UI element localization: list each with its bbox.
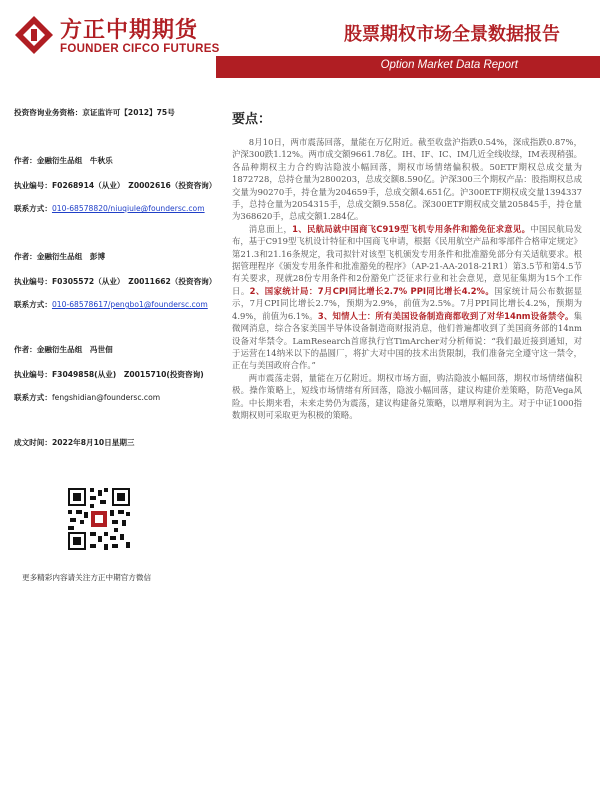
contact-link[interactable]: 010-68578617/pengbo1@foundersc.com bbox=[51, 300, 208, 309]
news-body-1: 中国民航局发布，基于C919型飞机设计特征和中国商飞申请，根据《民用航空产品和零部件合格审定规定》第21.3和21.16条规定，我司拟针对该型飞机颁发专用条件和批准豁免部分有关适航要求。根据管理程序《颁发专用条件和批准豁免的程序》（AP-21-AA-2018-21R1）第3.5节和第4.5节有关要求，现就28份专用条件和2份豁免广泛征求行业和社会意见，意见征集期为15个工作日。 bbox=[232, 223, 583, 296]
news-body-3: 集微网消息，综合各家美国半导体设备制造商财报消息，他们普遍都收到了美国商务部的14nm设备对华禁令。LamResearch首席执行官TimArcher对分析师说：“我们最近接到通知，对于运营在14纳米以下的晶圆厂，将扩大对中国的技术出货限制，我们准备完全遵守这一禁令，正在与美国政府合作。” bbox=[232, 310, 582, 371]
news-body-2: 国家统计局公布数据显示，7月CPI同比增长2.7%，预期为2.9%，前值为2.5%。7月PPI同比增长4.2%，预期为4.9%，前值为6.1%。 bbox=[232, 285, 583, 321]
key-points-body bbox=[232, 136, 582, 421]
contact-label: 联系方式： bbox=[14, 204, 52, 213]
news-headline-2: 2、国家统计局：7月CPI同比增长2.7% PPI同比增长4.2%。 bbox=[249, 285, 495, 296]
contact-email[interactable]: fengshidian@foundersc.com bbox=[51, 393, 161, 402]
news-paragraph bbox=[232, 223, 582, 372]
report-subtitle: Option Market Data Report bbox=[380, 59, 518, 71]
key-points-title: 要点： bbox=[232, 112, 272, 127]
founder-logo-icon bbox=[14, 15, 54, 55]
news-headline-3: 3、知情人士：所有美国设备制造商都收到了对华14nm设备禁令。 bbox=[317, 310, 574, 321]
author-contact bbox=[14, 392, 160, 403]
author-contact bbox=[14, 299, 208, 310]
qr-code-icon bbox=[66, 486, 132, 552]
author-reg-number: 执业编号：F0305572（从业） Z0011662（投资咨询） bbox=[14, 277, 217, 286]
market-summary-paragraph: 8月10日，两市震荡回落，量能在万亿附近。截至收盘沪指跌0.54%，深成指跌0.87%，沪深300跌1.12%。两市成交额9661.78亿。IH、IF、IC、IM几近全线收绿，IM表现稍强。各品种期权主力合约购沽隐波小幅回落，期权市场情绪偏积极。50ETF期权总成交量为1872728，总持仓量为2800203，总成交额8.590亿。沪深300三个期权产品：股指期权总成交量为90270手，持仓量为204659手，总成交额4.651亿。沪300ETF期权成交量1394337手，总持仓量为2054315手，总成交额9.558亿。深300ETF期权成交量205845手，持仓量为368620手，总成交额1.284亿。 bbox=[232, 137, 582, 222]
contact-link[interactable]: 010-68578820/niuqiule@foundersc.com bbox=[51, 204, 205, 213]
author-reg-number: 执业编号：F0268914（从业） Z0002616（投资咨询） bbox=[14, 181, 217, 190]
author-contact bbox=[14, 203, 205, 214]
brand-name-en: FOUNDER CIFCO FUTURES bbox=[60, 43, 220, 55]
brand-name-cn: 方正中期期货 bbox=[60, 18, 199, 43]
author-name: 作者：金融衍生品组 彭博 bbox=[14, 252, 106, 261]
contact-label: 联系方式： bbox=[14, 300, 52, 309]
report-title: 股票期权市场全景数据报告 bbox=[344, 24, 560, 45]
contact-label: 联系方式： bbox=[14, 393, 52, 402]
news-intro: 消息面上， bbox=[248, 223, 293, 234]
publish-date: 成文时间：2022年8月10日星期三 bbox=[14, 438, 135, 447]
news-headline-1: 1、民航局就中国商飞C919型飞机专用条件和豁免征求意见。 bbox=[292, 223, 531, 234]
author-name: 作者：金融衍生品组 冯世佃 bbox=[14, 345, 113, 354]
report-header bbox=[0, 0, 600, 84]
license-text: 投资咨询业务资格：京证监许可【2012】75号 bbox=[14, 108, 175, 117]
author-name: 作者：金融衍生品组 牛秋乐 bbox=[14, 156, 113, 165]
author-reg-number: 执业编号：F3049858(从业) Z0015710(投资咨询) bbox=[14, 370, 204, 379]
qr-caption: 更多精彩内容请关注方正中期官方微信 bbox=[22, 573, 152, 582]
strategy-paragraph: 两市震荡走弱，量能在万亿附近。期权市场方面，购沽隐波小幅回落，期权市场情绪偏积极。操作策略上，短线市场情绪有所回落，隐波小幅回落，建议构建价差策略，防范Vega风险。中长期来看，未来走势仍为震荡，建议构建备兑策略，以增厚利润为主。对于中证1000指数期权则可采取更为积极的策略。 bbox=[232, 372, 582, 420]
